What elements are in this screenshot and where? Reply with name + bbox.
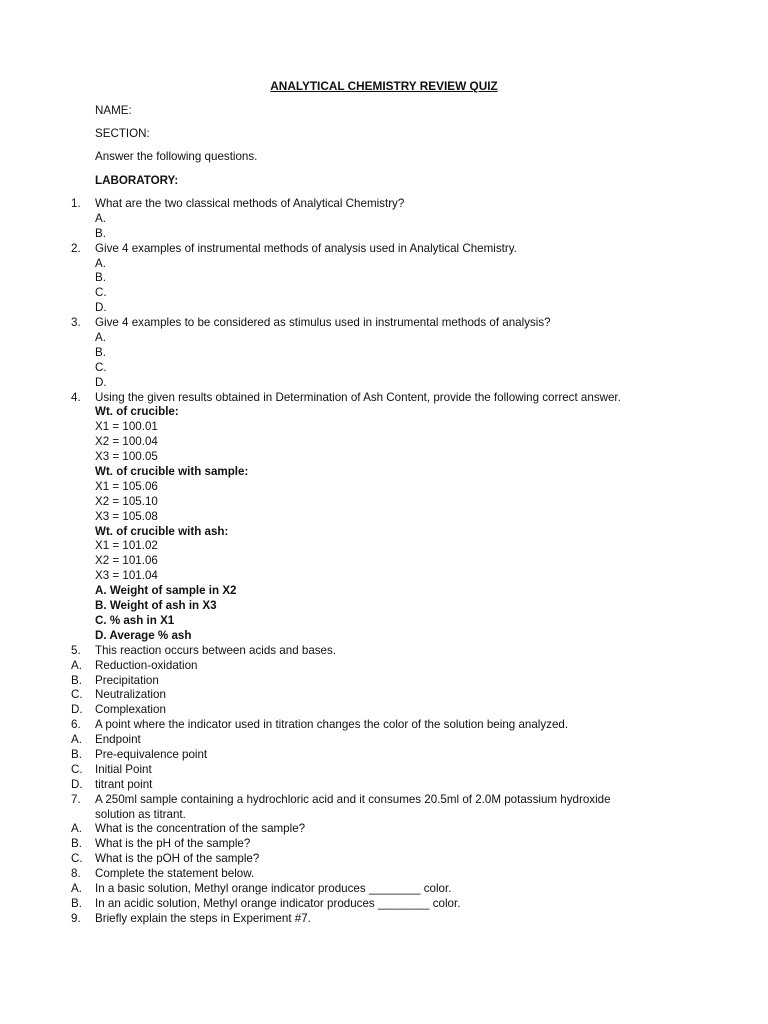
category-heading: LABORATORY: <box>95 174 179 187</box>
line-number: C. <box>71 762 83 776</box>
name-label: NAME: <box>95 104 132 117</box>
line-number: B. <box>71 747 82 761</box>
line-text: A 250ml sample containing a hydrochloric acid and it consumes 20.5ml of 2.0M potassium hydroxide <box>95 792 611 806</box>
line-text: A. Weight of sample in X2 <box>95 584 237 598</box>
line-text: C. <box>95 286 107 300</box>
question-line <box>0 227 768 242</box>
line-number: 2. <box>71 241 81 255</box>
question-line <box>0 733 768 748</box>
question-line <box>0 257 768 272</box>
line-number: 4. <box>71 390 81 404</box>
line-number: B. <box>71 673 82 687</box>
question-line <box>0 674 768 689</box>
line-text: Give 4 examples of instrumental methods of analysis used in Analytical Chemistry. <box>95 241 517 255</box>
line-text: What is the concentration of the sample? <box>95 822 306 836</box>
line-number: C. <box>71 852 83 866</box>
question-line <box>0 331 768 346</box>
line-number: 5. <box>71 643 81 657</box>
line-text: Wt. of crucible with sample: <box>95 465 249 479</box>
line-text: X3 = 101.04 <box>95 569 158 583</box>
line-text: A. <box>95 256 106 270</box>
line-text: In an acidic solution, Methyl orange indicator produces ________ color. <box>95 896 461 910</box>
line-number: 3. <box>71 316 81 330</box>
section-label: SECTION: <box>95 127 150 140</box>
line-text: Complexation <box>95 703 166 717</box>
question-line <box>0 837 768 852</box>
question-line <box>0 822 768 837</box>
question-line <box>0 242 768 257</box>
question-line <box>0 659 768 674</box>
question-line <box>0 420 768 435</box>
question-line <box>0 852 768 867</box>
line-text: B. <box>95 226 106 240</box>
line-number: 1. <box>71 197 81 210</box>
line-text: B. <box>95 345 106 359</box>
question-line <box>0 897 768 912</box>
quiz-title: ANALYTICAL CHEMISTRY REVIEW QUIZ <box>270 79 498 93</box>
instruction-text: Answer the following questions. <box>95 150 258 163</box>
question-line <box>0 778 768 793</box>
line-number: D. <box>71 777 83 791</box>
line-text: Using the given results obtained in Determination of Ash Content, provide the following correct answer. <box>95 390 621 404</box>
question-line <box>0 316 768 331</box>
line-text: In a basic solution, Methyl orange indicator produces ________ color. <box>95 881 452 895</box>
line-number: A. <box>71 822 82 836</box>
line-text: Endpoint <box>95 733 141 747</box>
line-text: D. <box>95 301 107 315</box>
line-text: D. Average % ash <box>95 628 192 642</box>
question-line <box>0 271 768 286</box>
question-line <box>0 688 768 703</box>
line-text: Wt. of crucible with ash: <box>95 524 229 538</box>
question-line <box>0 197 768 212</box>
line-number: C. <box>71 688 83 702</box>
question-list <box>0 197 768 927</box>
line-text: X3 = 105.08 <box>95 509 158 523</box>
question-line <box>0 748 768 763</box>
line-text: Neutralization <box>95 688 166 702</box>
question-line <box>0 435 768 450</box>
question-line <box>0 763 768 778</box>
line-number: 8. <box>71 867 81 881</box>
line-text: titrant point <box>95 777 153 791</box>
question-line <box>0 569 768 584</box>
question-line <box>0 495 768 510</box>
line-text: What are the two classical methods of Analytical Chemistry? <box>95 197 405 210</box>
question-line <box>0 301 768 316</box>
line-text: X1 = 100.01 <box>95 420 158 434</box>
line-number: A. <box>71 733 82 747</box>
line-text: Wt. of crucible: <box>95 405 179 419</box>
question-line <box>0 405 768 420</box>
line-text: Precipitation <box>95 673 159 687</box>
question-line <box>0 808 768 823</box>
line-text: Pre-equivalence point <box>95 747 208 761</box>
question-line <box>0 376 768 391</box>
line-text: A. <box>95 211 106 225</box>
line-text: X1 = 105.06 <box>95 479 158 493</box>
question-line <box>0 554 768 569</box>
line-text: What is the pOH of the sample? <box>95 852 260 866</box>
question-line <box>0 584 768 599</box>
line-text: A. <box>95 331 106 345</box>
question-line <box>0 614 768 629</box>
line-number: B. <box>71 837 82 851</box>
question-line <box>0 286 768 301</box>
question-line <box>0 718 768 733</box>
line-text: Reduction-oxidation <box>95 658 198 672</box>
question-line <box>0 465 768 480</box>
line-text: X2 = 105.10 <box>95 494 158 508</box>
question-line <box>0 212 768 227</box>
line-number: B. <box>71 896 82 910</box>
question-line <box>0 525 768 540</box>
line-text: B. <box>95 271 106 285</box>
question-line <box>0 346 768 361</box>
question-line <box>0 599 768 614</box>
line-text: D. <box>95 375 107 389</box>
line-number: 7. <box>71 792 81 806</box>
line-text: solution as titrant. <box>95 807 186 821</box>
line-text: What is the pH of the sample? <box>95 837 251 851</box>
line-text: X2 = 100.04 <box>95 435 158 449</box>
line-number: A. <box>71 658 82 672</box>
line-text: X1 = 101.02 <box>95 539 158 553</box>
question-line <box>0 644 768 659</box>
line-text: C. <box>95 360 107 374</box>
question-line <box>0 480 768 495</box>
line-number: 6. <box>71 718 81 732</box>
line-text: Give 4 examples to be considered as stimulus used in instrumental methods of analysis? <box>95 316 551 330</box>
line-text: Complete the statement below. <box>95 867 255 881</box>
question-line <box>0 391 768 406</box>
line-text: Briefly explain the steps in Experiment #7. <box>95 911 311 925</box>
question-line <box>0 882 768 897</box>
question-line <box>0 539 768 554</box>
line-number: D. <box>71 703 83 717</box>
question-line <box>0 510 768 525</box>
line-text: A point where the indicator used in titration changes the color of the solution being analyzed. <box>95 718 569 732</box>
question-line <box>0 912 768 927</box>
question-line <box>0 703 768 718</box>
question-line <box>0 361 768 376</box>
line-text: C. % ash in X1 <box>95 613 175 627</box>
question-line <box>0 867 768 882</box>
line-text: Initial Point <box>95 762 152 776</box>
line-number: A. <box>71 881 82 895</box>
line-text: B. Weight of ash in X3 <box>95 599 217 613</box>
question-line <box>0 450 768 465</box>
line-text: This reaction occurs between acids and bases. <box>95 643 337 657</box>
line-text: X2 = 101.06 <box>95 554 158 568</box>
question-line <box>0 793 768 808</box>
question-line <box>0 629 768 644</box>
line-number: 9. <box>71 911 81 925</box>
line-text: X3 = 100.05 <box>95 450 158 464</box>
